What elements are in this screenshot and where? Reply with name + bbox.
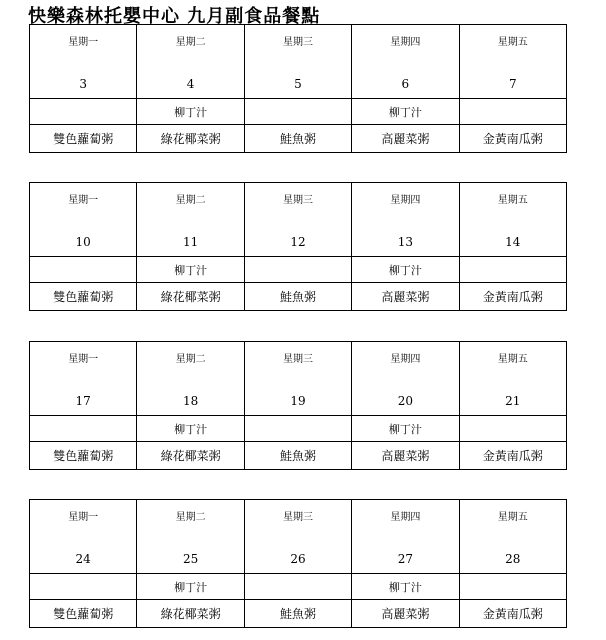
day-cell xyxy=(459,500,566,574)
date-number: 26 xyxy=(290,552,306,566)
weekday-label: 星期一 xyxy=(68,354,99,365)
drink-cell: 柳丁汁 xyxy=(352,257,459,283)
meal-cell: 綠花椰菜粥 xyxy=(137,283,244,311)
weekday-label: 星期四 xyxy=(390,37,421,48)
meal-cell: 鮭魚粥 xyxy=(244,283,351,311)
day-cell xyxy=(137,500,244,574)
date-number: 11 xyxy=(182,235,199,249)
drink-cell: 柳丁汁 xyxy=(137,257,244,283)
drink-cell xyxy=(459,99,566,125)
drink-cell xyxy=(30,416,137,442)
drink-cell: 柳丁汁 xyxy=(352,416,459,442)
weekday-label: 星期三 xyxy=(282,512,313,523)
date-number: 18 xyxy=(182,394,199,408)
day-cell xyxy=(352,500,459,574)
day-cell xyxy=(244,183,351,257)
meal-row xyxy=(30,442,567,470)
date-number: 7 xyxy=(508,77,517,91)
date-number: 3 xyxy=(79,77,88,91)
day-cell xyxy=(459,183,566,257)
drink-cell: 柳丁汁 xyxy=(137,574,244,600)
meal-cell: 金黃南瓜粥 xyxy=(459,600,566,628)
day-cell xyxy=(137,183,244,257)
drink-row xyxy=(30,574,567,600)
meal-cell: 雙色蘿蔔粥 xyxy=(30,600,137,628)
day-cell xyxy=(352,25,459,99)
date-number: 13 xyxy=(397,235,413,249)
day-row xyxy=(30,183,567,257)
drink-row xyxy=(30,99,567,125)
week-table xyxy=(29,24,567,153)
drink-row xyxy=(30,416,567,442)
date-number: 24 xyxy=(75,552,91,566)
date-number: 19 xyxy=(290,394,306,408)
day-cell xyxy=(30,183,137,257)
meal-cell: 高麗菜粥 xyxy=(352,125,459,153)
weekday-label: 星期一 xyxy=(68,195,99,206)
day-row xyxy=(30,342,567,416)
drink-cell: 柳丁汁 xyxy=(352,99,459,125)
weekday-label: 星期五 xyxy=(497,37,528,48)
date-number: 27 xyxy=(397,552,413,566)
drink-row xyxy=(30,257,567,283)
page-title: 快樂森林托嬰中心 九月副食品餐點 xyxy=(28,6,321,27)
drink-cell: 柳丁汁 xyxy=(352,574,459,600)
date-number: 17 xyxy=(75,394,91,408)
day-cell xyxy=(459,342,566,416)
weekday-label: 星期二 xyxy=(175,195,206,206)
weekday-label: 星期五 xyxy=(497,354,528,365)
meal-cell: 高麗菜粥 xyxy=(352,442,459,470)
weekday-label: 星期二 xyxy=(175,512,206,523)
weekday-label: 星期二 xyxy=(175,37,206,48)
weekday-label: 星期四 xyxy=(390,195,421,206)
drink-cell xyxy=(244,257,351,283)
week-table xyxy=(29,341,567,470)
drink-cell xyxy=(459,416,566,442)
date-number: 4 xyxy=(186,77,195,91)
day-cell xyxy=(137,342,244,416)
day-cell xyxy=(244,25,351,99)
weekday-label: 星期五 xyxy=(497,195,528,206)
meal-cell: 高麗菜粥 xyxy=(352,600,459,628)
day-cell xyxy=(30,25,137,99)
drink-cell xyxy=(244,99,351,125)
weekday-label: 星期四 xyxy=(390,354,421,365)
day-row xyxy=(30,25,567,99)
day-cell xyxy=(244,500,351,574)
meal-row xyxy=(30,600,567,628)
weekday-label: 星期三 xyxy=(282,195,313,206)
drink-cell: 柳丁汁 xyxy=(137,99,244,125)
day-cell xyxy=(30,342,137,416)
meal-cell: 雙色蘿蔔粥 xyxy=(30,283,137,311)
date-number: 14 xyxy=(505,235,521,249)
date-number: 21 xyxy=(505,394,521,408)
drink-cell xyxy=(459,574,566,600)
day-row xyxy=(30,500,567,574)
weekday-label: 星期二 xyxy=(175,354,206,365)
date-number: 28 xyxy=(505,552,521,566)
day-cell xyxy=(459,25,566,99)
weekday-label: 星期五 xyxy=(497,512,528,523)
drink-cell xyxy=(30,99,137,125)
meal-cell: 綠花椰菜粥 xyxy=(137,125,244,153)
meal-cell: 高麗菜粥 xyxy=(352,283,459,311)
day-cell xyxy=(137,25,244,99)
date-number: 6 xyxy=(401,77,410,91)
day-cell xyxy=(244,342,351,416)
drink-cell xyxy=(244,416,351,442)
weekday-label: 星期四 xyxy=(390,512,421,523)
meal-cell: 綠花椰菜粥 xyxy=(137,442,244,470)
date-number: 25 xyxy=(182,552,199,566)
day-cell xyxy=(352,342,459,416)
date-number: 5 xyxy=(294,77,302,91)
meal-cell: 鮭魚粥 xyxy=(244,442,351,470)
drink-cell: 柳丁汁 xyxy=(137,416,244,442)
weekday-label: 星期一 xyxy=(68,37,99,48)
week-table xyxy=(29,182,567,311)
meal-cell: 雙色蘿蔔粥 xyxy=(30,442,137,470)
meal-row xyxy=(30,125,567,153)
date-number: 10 xyxy=(75,235,91,249)
week-table xyxy=(29,499,567,628)
date-number: 12 xyxy=(290,235,306,249)
drink-cell xyxy=(459,257,566,283)
drink-cell xyxy=(30,257,137,283)
meal-cell: 金黃南瓜粥 xyxy=(459,283,566,311)
date-number: 20 xyxy=(397,394,413,408)
meal-row xyxy=(30,283,567,311)
meal-cell: 鮭魚粥 xyxy=(244,600,351,628)
drink-cell xyxy=(244,574,351,600)
meal-cell: 金黃南瓜粥 xyxy=(459,442,566,470)
day-cell xyxy=(352,183,459,257)
weekday-label: 星期三 xyxy=(282,354,313,365)
weekday-label: 星期一 xyxy=(68,512,99,523)
meal-cell: 金黃南瓜粥 xyxy=(459,125,566,153)
drink-cell xyxy=(30,574,137,600)
weekday-label: 星期三 xyxy=(282,37,313,48)
meal-cell: 綠花椰菜粥 xyxy=(137,600,244,628)
meal-cell: 雙色蘿蔔粥 xyxy=(30,125,137,153)
meal-cell: 鮭魚粥 xyxy=(244,125,351,153)
day-cell xyxy=(30,500,137,574)
